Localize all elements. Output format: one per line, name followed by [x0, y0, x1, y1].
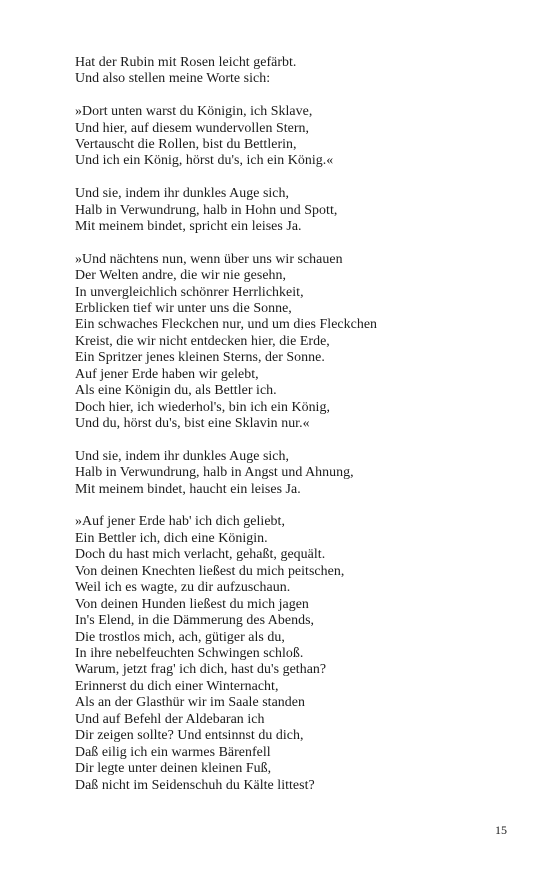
verse-line: Und hier, auf diesem wundervollen Stern,	[75, 120, 310, 136]
verse-line: »Auf jener Erde hab' ich dich geliebt,	[75, 514, 285, 530]
verse-line: »Dort unten warst du Königin, ich Sklave,	[75, 104, 313, 120]
verse-line: Hat der Rubin mit Rosen leicht gefärbt.	[75, 55, 297, 70]
verse-line: Halb in Verwundrung, halb in Hohn und Spott,	[75, 202, 338, 218]
verse-line: Daß eilig ich ein warmes Bärenfell	[75, 744, 271, 760]
verse-line: Doch hier, ich wiederhol's, bin ich ein König,	[75, 399, 330, 415]
verse-line: Von deinen Knechten ließest du mich peitschen,	[75, 563, 345, 579]
verse-line: Als an der Glasthür wir im Saale standen	[75, 695, 305, 711]
verse-line: Vertauscht die Rollen, bist du Bettlerin,	[75, 137, 297, 152]
verse-line: Und also stellen meine Worte sich:	[75, 71, 271, 87]
verse-line: Dir legte unter deinen kleinen Fuß,	[75, 761, 272, 777]
verse-line: Als eine Königin du, als Bettler ich.	[75, 383, 277, 399]
verse-line: Kreist, die wir nicht entdecken hier, die Erde,	[75, 333, 330, 349]
stanza	[75, 252, 515, 433]
verse-line: Erinnerst du dich einer Winternacht,	[75, 678, 279, 694]
verse-line: Und du, hörst du's, bist eine Sklavin nur.«	[75, 416, 310, 432]
verse-line: Daß nicht im Seidenschuh du Kälte littest?	[75, 777, 315, 793]
verse-line: Die trostlos mich, ach, gütiger als du,	[75, 629, 285, 645]
verse-line: Ein Spritzer jenes kleinen Sterns, der Sonne.	[75, 350, 325, 366]
stanza	[75, 104, 515, 170]
verse-line: Mit meinem bindet, haucht ein leises Ja.	[75, 481, 301, 497]
verse-line: In ihre nebelfeuchten Schwingen schloß.	[75, 645, 304, 661]
verse-line: Ein Bettler ich, dich eine Königin.	[75, 530, 268, 546]
verse-line: Ein schwaches Fleckchen nur, und um dies Fleckchen	[75, 317, 378, 333]
stanza	[75, 514, 515, 794]
verse-line: Erblicken tief wir unter uns die Sonne,	[75, 301, 292, 316]
poem-text	[75, 55, 515, 810]
verse-line: In unvergleichlich schönrer Herrlichkeit,	[75, 284, 304, 300]
verse-line: Und sie, indem ihr dunkles Auge sich,	[75, 448, 290, 464]
verse-line: Und sie, indem ihr dunkles Auge sich,	[75, 186, 290, 202]
stanza	[75, 55, 515, 88]
verse-line: Auf jener Erde haben wir gelebt,	[75, 366, 259, 382]
verse-line: In's Elend, in die Dämmerung des Abends,	[75, 613, 315, 629]
stanza	[75, 186, 515, 235]
page-number: 15	[495, 823, 507, 837]
verse-line: Weil ich es wagte, zu dir aufzuschaun.	[75, 580, 291, 596]
verse-line: Und auf Befehl der Aldebaran ich	[75, 711, 265, 727]
verse-line: Doch du hast mich verlacht, gehaßt, gequält.	[75, 547, 326, 563]
stanza	[75, 449, 515, 498]
verse-line: Und ich ein König, hörst du's, ich ein König.«	[75, 153, 334, 169]
verse-line: Warum, jetzt frag' ich dich, hast du's gethan?	[75, 662, 327, 678]
verse-line: Mit meinem bindet, spricht ein leises Ja.	[75, 219, 302, 234]
verse-line: Der Welten andre, die wir nie gesehn,	[75, 268, 287, 284]
verse-line: Von deinen Hunden ließest du mich jagen	[75, 596, 309, 612]
verse-line: »Und nächtens nun, wenn über uns wir schauen	[75, 251, 343, 267]
verse-line: Halb in Verwundrung, halb in Angst und Ahnung,	[75, 465, 354, 481]
verse-line: Dir zeigen sollte? Und entsinnst du dich,	[75, 728, 304, 744]
